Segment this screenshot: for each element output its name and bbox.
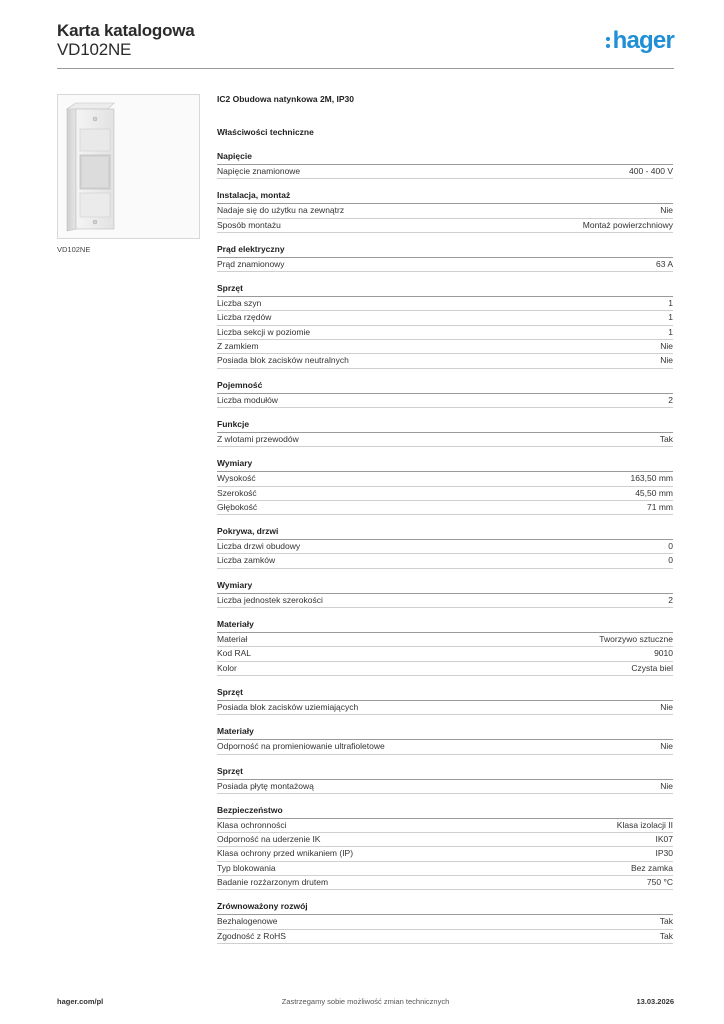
spec-value: Montaż powierzchniowy: [582, 219, 673, 230]
spec-value: Nie: [660, 341, 673, 352]
spec-row: [217, 833, 673, 847]
section-title: Instalacja, montaż: [217, 190, 673, 204]
spec-section: [217, 244, 673, 272]
spec-label: Bezhalogenowe: [217, 916, 278, 927]
spec-value: Nie: [660, 741, 673, 752]
spec-section: [217, 619, 673, 676]
spec-label: Odporność na promieniowanie ultrafioletowe: [217, 741, 385, 752]
spec-label: Kod RAL: [217, 648, 252, 659]
spec-section: [217, 580, 673, 608]
spec-section: [217, 901, 673, 944]
spec-value: 163,50 mm: [630, 473, 673, 484]
spec-row: [217, 297, 673, 311]
spec-label: Liczba zamków: [217, 555, 276, 566]
spec-label: Typ blokowania: [217, 862, 276, 873]
spec-value: IP30: [655, 848, 673, 859]
section-title: Wymiary: [217, 580, 673, 594]
spec-row: [217, 876, 673, 890]
spec-value: Nie: [660, 701, 673, 712]
spec-row: [217, 540, 673, 554]
spec-label: Z zamkiem: [217, 341, 259, 352]
spec-section: [217, 380, 673, 408]
section-title: Pokrywa, drzwi: [217, 526, 673, 540]
section-title: Zrównoważony rozwój: [217, 901, 673, 915]
spec-value: 0: [668, 541, 673, 552]
spec-label: Kolor: [217, 662, 237, 673]
spec-label: Posiada blok zacisków uziemiających: [217, 701, 359, 712]
spec-row: [217, 554, 673, 568]
spec-value: 1: [668, 312, 673, 323]
spec-label: Liczba rzędów: [217, 312, 272, 323]
spec-value: 2: [668, 394, 673, 405]
footer-website: hager.com/pl: [57, 997, 104, 1006]
spec-value: Nie: [660, 355, 673, 366]
spec-value: Tak: [659, 433, 673, 444]
spec-row: [217, 311, 673, 325]
spec-row: [217, 258, 673, 272]
section-title: Wymiary: [217, 458, 673, 472]
spec-section: [217, 766, 673, 794]
section-title: Materiały: [217, 619, 673, 633]
page-header: [57, 19, 674, 69]
spec-value: 1: [668, 326, 673, 337]
section-title: Funkcje: [217, 419, 673, 433]
spec-sections: [217, 151, 673, 944]
spec-label: Sposób montażu: [217, 219, 281, 230]
spec-row: [217, 662, 673, 676]
spec-row: [217, 219, 673, 233]
spec-row: [217, 847, 673, 861]
spec-label: Szerokość: [217, 487, 257, 498]
section-title: Napięcie: [217, 151, 673, 165]
spec-row: [217, 340, 673, 354]
spec-row: [217, 701, 673, 715]
logo-colon-icon: [606, 34, 611, 48]
enclosure-product-photo-icon: [64, 101, 194, 233]
spec-value: 71 mm: [647, 501, 673, 512]
spec-row: [217, 165, 673, 179]
spec-section: [217, 726, 673, 754]
spec-label: Liczba szyn: [217, 298, 262, 309]
spec-value: Nie: [660, 780, 673, 791]
section-title: Bezpieczeństwo: [217, 805, 673, 819]
spec-label: Nadaje się do użytku na zewnątrz: [217, 205, 345, 216]
spec-label: Prąd znamionowy: [217, 258, 285, 269]
spec-value: 63 A: [655, 258, 673, 269]
spec-label: Zgodność z RoHS: [217, 930, 286, 941]
spec-row: [217, 633, 673, 647]
spec-label: Badanie rozżarzonym drutem: [217, 877, 329, 888]
hager-logo: [606, 27, 674, 55]
logo-text: hager: [612, 27, 674, 54]
spec-value: Tak: [659, 916, 673, 927]
spec-value: IK07: [655, 834, 673, 845]
spec-row: [217, 501, 673, 515]
spec-value: 9010: [654, 648, 673, 659]
product-description: IC2 Obudowa natynkowa 2M, IP30: [217, 94, 354, 104]
spec-row: [217, 594, 673, 608]
spec-row: [217, 647, 673, 661]
spec-value: Klasa izolacji II: [616, 819, 673, 830]
spec-section: [217, 190, 673, 233]
spec-row: [217, 487, 673, 501]
spec-label: Materiał: [217, 634, 248, 645]
spec-row: [217, 326, 673, 340]
spec-label: Posiada płytę montażową: [217, 780, 314, 791]
spec-row: [217, 740, 673, 754]
section-title: Materiały: [217, 726, 673, 740]
header-divider: [57, 68, 674, 69]
spec-label: Z wlotami przewodów: [217, 433, 299, 444]
spec-value: Tworzywo sztuczne: [599, 634, 673, 645]
specs-heading: Właściwości techniczne: [217, 127, 314, 137]
spec-section: [217, 805, 673, 890]
spec-row: [217, 354, 673, 368]
section-title: Pojemność: [217, 380, 673, 394]
spec-row: [217, 862, 673, 876]
section-title: Sprzęt: [217, 283, 673, 297]
spec-label: Klasa ochronności: [217, 819, 287, 830]
spec-row: [217, 819, 673, 833]
spec-section: [217, 687, 673, 715]
spec-value: 45,50 mm: [635, 487, 673, 498]
footer-disclaimer: Zastrzegamy sobie możliwość zmian technicznych: [281, 997, 450, 1006]
spec-label: Wysokość: [217, 473, 256, 484]
image-caption: VD102NE: [57, 245, 91, 254]
product-code: VD102NE: [57, 40, 132, 59]
spec-value: Tak: [659, 930, 673, 941]
page-footer: [57, 997, 674, 1009]
spec-value: Bez zamka: [630, 862, 673, 873]
spec-label: Liczba jednostek szerokości: [217, 594, 323, 605]
section-title: Sprzęt: [217, 766, 673, 780]
product-image: [57, 94, 200, 239]
specs-content: [217, 93, 673, 955]
spec-section: [217, 419, 673, 447]
spec-label: Napięcie znamionowe: [217, 166, 301, 176]
document-title: Karta katalogowa: [57, 21, 195, 40]
spec-value: 750 °C: [646, 877, 673, 888]
spec-value: 1: [668, 298, 673, 309]
spec-row: [217, 204, 673, 218]
footer-date: 13.03.2026: [636, 997, 674, 1006]
spec-row: [217, 915, 673, 929]
spec-value: Czysta biel: [631, 662, 673, 673]
spec-label: Liczba sekcji w poziomie: [217, 326, 311, 337]
spec-row: [217, 394, 673, 408]
spec-label: Liczba drzwi obudowy: [217, 541, 301, 552]
spec-label: Klasa ochrony przed wnikaniem (IP): [217, 848, 354, 859]
spec-value: 400 - 400 V: [629, 166, 673, 176]
spec-value: 0: [668, 555, 673, 566]
spec-section: [217, 526, 673, 569]
spec-row: [217, 433, 673, 447]
section-title: Sprzęt: [217, 687, 673, 701]
spec-value: Nie: [660, 205, 673, 216]
spec-value: 2: [668, 594, 673, 605]
spec-section: [217, 151, 673, 179]
spec-section: [217, 458, 673, 515]
spec-row: [217, 780, 673, 794]
spec-label: Posiada blok zacisków neutralnych: [217, 355, 349, 366]
spec-label: Odporność na uderzenie IK: [217, 834, 321, 845]
spec-row: [217, 472, 673, 486]
spec-row: [217, 930, 673, 944]
spec-label: Liczba modułów: [217, 394, 278, 405]
section-title: Prąd elektryczny: [217, 244, 673, 258]
spec-label: Głębokość: [217, 501, 258, 512]
spec-section: [217, 283, 673, 368]
